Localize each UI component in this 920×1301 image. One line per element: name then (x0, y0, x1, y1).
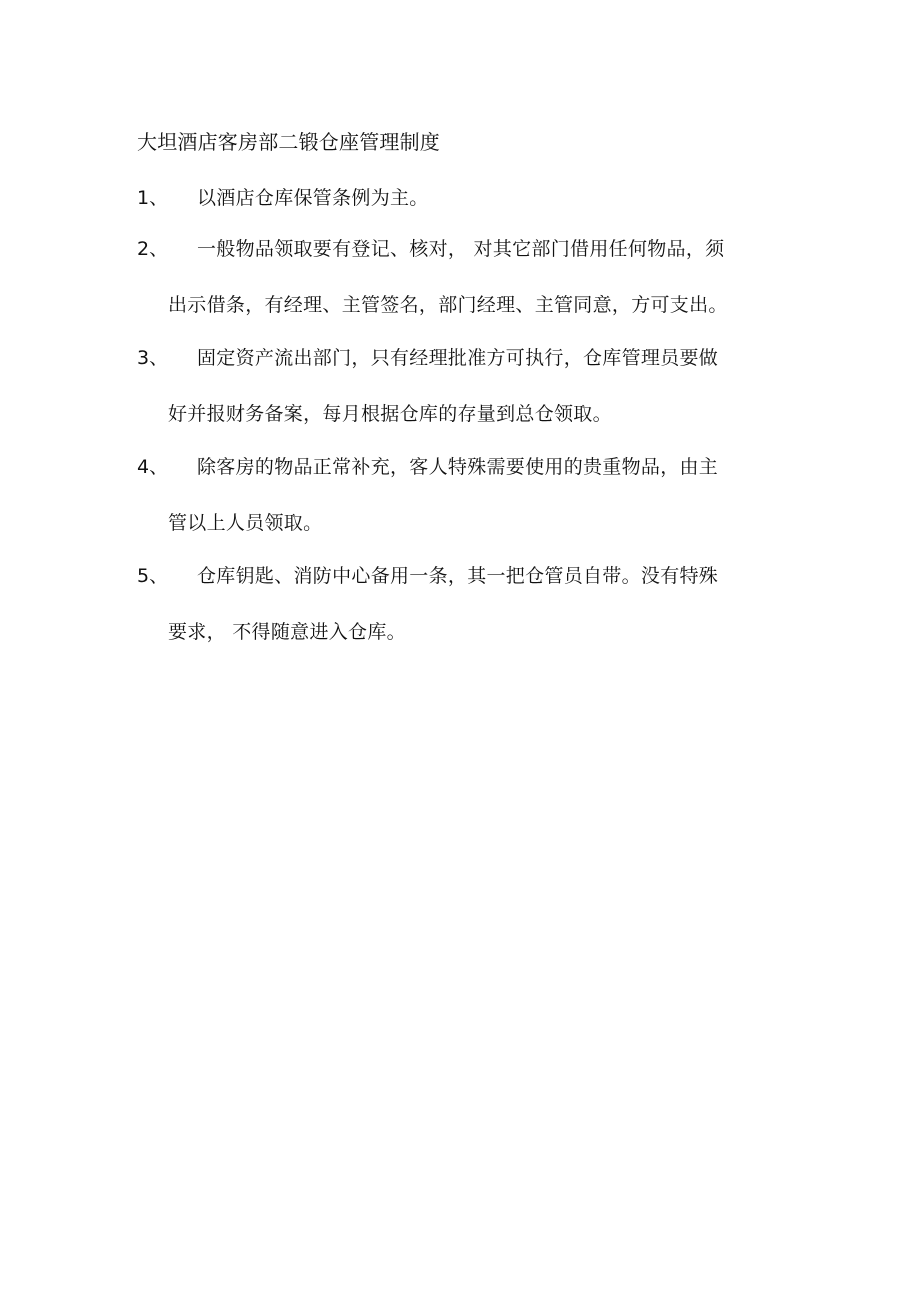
rule-number: 3、 (137, 347, 169, 369)
rule-text-line-1: 一般物品领取要有登记、核对， 对其它部门借用任何物品，须 (197, 238, 725, 260)
rule-number: 1、 (137, 187, 169, 209)
rule-number: 4、 (137, 456, 169, 478)
rule-text-line-2: 好并报财务备案，每月根据仓库的存量到总仓领取。 (168, 403, 612, 425)
rule-text-line-2: 出示借条，有经理、主管签名，部门经理、主管同意，方可支出。 (168, 294, 728, 316)
rule-text-line-1: 以酒店仓库保管条例为主。 (197, 187, 429, 209)
rule-text-line-1: 仓库钥匙、消防中心备用一条，其一把仓管员自带。没有特殊 (197, 565, 719, 587)
rule-text-line-1: 除客房的物品正常补充，客人特殊需要使用的贵重物品，由主 (197, 456, 719, 478)
rule-text-line-1: 固定资产流出部门，只有经理批准方可执行，仓库管理员要做 (197, 347, 719, 369)
rule-text-line-2: 要求， 不得随意进入仓库。 (168, 621, 406, 643)
rule-number: 5、 (137, 565, 169, 587)
rule-number: 2、 (137, 238, 169, 260)
document-title: 大坦酒店客房部二锻仓座管理制度 (137, 130, 440, 154)
rule-text-line-2: 管以上人员领取。 (168, 512, 323, 534)
